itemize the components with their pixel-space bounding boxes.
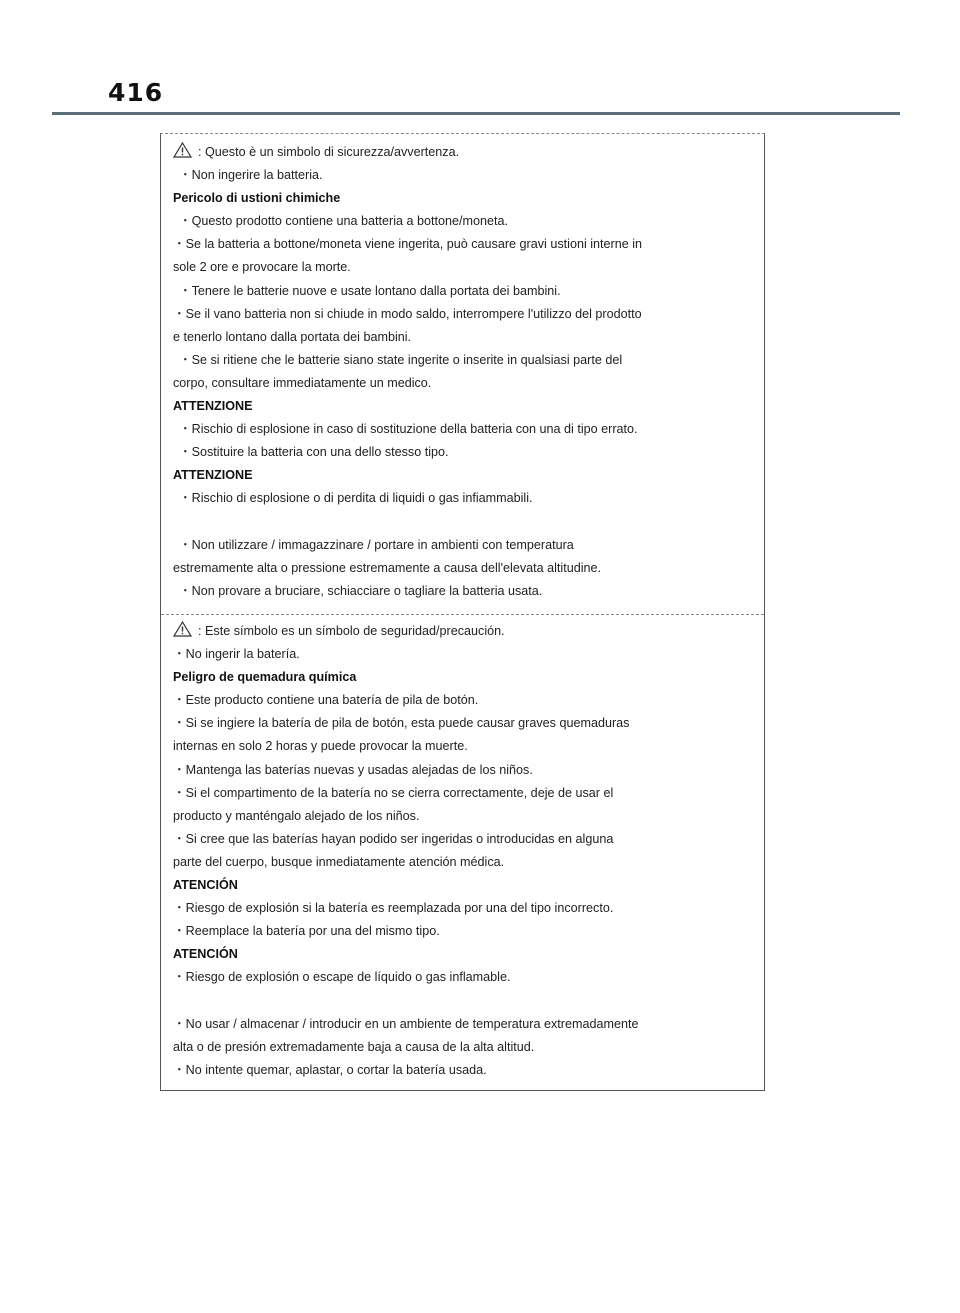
spanish-section bbox=[161, 614, 764, 1091]
italian-line: ・Non utilizzare / immagazzinare / portare in ambienti con temperatura bbox=[179, 537, 574, 552]
italian-line: estremamente alta o pressione estremamente a causa dell'elevata altitudine. bbox=[173, 560, 602, 575]
page-number: 416 bbox=[108, 78, 164, 107]
spanish-line: ・Si se ingiere la batería de pila de botón, esta puede causar graves quemaduras bbox=[173, 716, 630, 731]
battery-safety-notice-box bbox=[160, 133, 765, 1091]
italian-symbol-line bbox=[173, 141, 753, 164]
italian-line: ・Non provare a bruciare, schiacciare o tagliare la batteria usata. bbox=[179, 583, 543, 598]
spanish-line: producto y manténgalo alejado de los niños. bbox=[173, 808, 420, 823]
italian-content bbox=[173, 141, 753, 603]
spanish-line: ・No intente quemar, aplastar, o cortar la batería usada. bbox=[173, 1062, 487, 1077]
spanish-line: ・Este producto contiene una batería de pila de botón. bbox=[173, 693, 479, 708]
italian-section bbox=[161, 134, 764, 614]
spanish-line: ・No ingerir la batería. bbox=[173, 647, 300, 662]
italian-line: ・Questo prodotto contiene una batteria a bottone/moneta. bbox=[179, 214, 509, 229]
italian-line: ・Sostituire la batteria con una dello stesso tipo. bbox=[179, 445, 449, 460]
spanish-heading-chemical-burn: Peligro de quemadura química bbox=[173, 670, 357, 685]
spanish-line: internas en solo 2 horas y puede provocar la muerte. bbox=[173, 739, 468, 754]
spanish-line: alta o de presión extremadamente baja a causa de la alta altitud. bbox=[173, 1039, 535, 1054]
italian-line: ・Rischio di esplosione in caso di sostituzione della batteria con una di tipo errato. bbox=[179, 422, 638, 437]
italian-line: corpo, consultare immediatamente un medico. bbox=[173, 375, 432, 390]
spanish-line: ・Mantenga las baterías nuevas y usadas alejadas de los niños. bbox=[173, 762, 533, 777]
spanish-content bbox=[173, 620, 753, 1082]
italian-line: ・Se il vano batteria non si chiude in modo saldo, interrompere l'utilizzo del prodotto bbox=[173, 306, 642, 321]
spanish-line: ・Riesgo de explosión si la batería es reemplazada por una del tipo incorrecto. bbox=[173, 901, 614, 916]
spanish-symbol-note: : Este símbolo es un símbolo de seguridad/precaución. bbox=[198, 624, 505, 638]
italian-symbol-note: : Questo è un simbolo di sicurezza/avvertenza. bbox=[198, 145, 460, 159]
warning-triangle-icon bbox=[173, 621, 192, 637]
italian-line: e tenerlo lontano dalla portata dei bambini. bbox=[173, 329, 412, 344]
header-rule bbox=[52, 112, 900, 115]
italian-line: ・Non ingerire la batteria. bbox=[179, 168, 323, 183]
italian-line: sole 2 ore e provocare la morte. bbox=[173, 260, 351, 275]
spanish-symbol-line bbox=[173, 620, 753, 643]
italian-blank-line bbox=[173, 511, 753, 534]
italian-line: ・Rischio di esplosione o di perdita di liquidi o gas infiammabili. bbox=[179, 491, 533, 506]
spanish-line: ・Si cree que las baterías hayan podido ser ingeridas o introducidas en alguna bbox=[173, 831, 614, 846]
italian-heading-attenzione: ATTENZIONE bbox=[173, 399, 253, 414]
spanish-line: ・Si el compartimento de la batería no se cierra correctamente, deje de usar el bbox=[173, 785, 614, 800]
spanish-line: ・Riesgo de explosión o escape de líquido o gas inflamable. bbox=[173, 970, 511, 985]
warning-triangle-icon bbox=[173, 142, 192, 158]
italian-line: ・Se la batteria a bottone/moneta viene ingerita, può causare gravi ustioni interne in bbox=[173, 237, 643, 252]
italian-heading-chemical-burns: Pericolo di ustioni chimiche bbox=[173, 191, 341, 206]
spanish-blank-line bbox=[173, 990, 753, 1013]
spanish-line: parte del cuerpo, busque inmediatamente atención médica. bbox=[173, 854, 505, 869]
italian-line: ・Tenere le batterie nuove e usate lontano dalla portata dei bambini. bbox=[179, 283, 561, 298]
spanish-heading-atencion: ATENCIÓN bbox=[173, 947, 238, 962]
italian-heading-attenzione: ATTENZIONE bbox=[173, 468, 253, 483]
spanish-line: ・No usar / almacenar / introducir en un ambiente de temperatura extremadamente bbox=[173, 1016, 639, 1031]
spanish-heading-atencion: ATENCIÓN bbox=[173, 878, 238, 893]
spanish-line: ・Reemplace la batería por una del mismo tipo. bbox=[173, 924, 440, 939]
italian-line: ・Se si ritiene che le batterie siano state ingerite o inserite in qualsiasi parte del bbox=[179, 352, 623, 367]
